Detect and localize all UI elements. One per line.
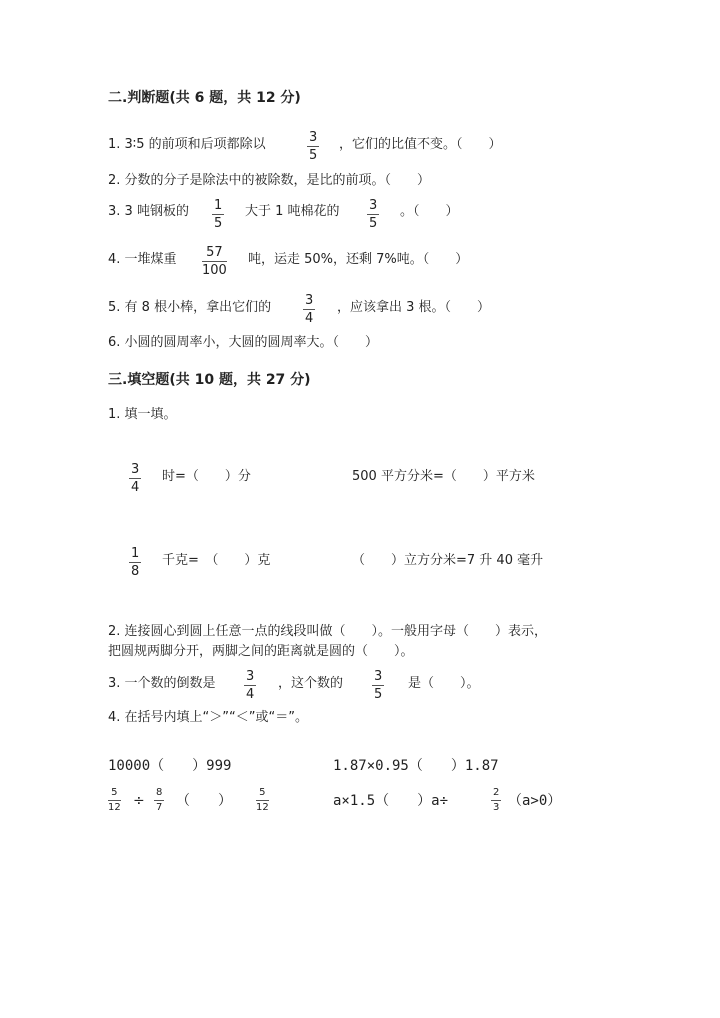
fraction xyxy=(212,199,224,230)
question-text: 1. 3∶5 的前项和后项都除以 xyxy=(108,137,266,152)
fraction xyxy=(129,547,141,578)
numerator: 3 xyxy=(246,669,255,684)
question-3-1-b: 500 平方分米=（ ）平方米 xyxy=(352,469,535,484)
fraction xyxy=(307,131,319,162)
fraction xyxy=(372,670,384,701)
denominator: 5 xyxy=(374,687,383,702)
denominator: 5 xyxy=(214,216,223,231)
denominator: 3 xyxy=(493,802,500,813)
question-text: 5. 有 8 根小棒，拿出它们的 xyxy=(108,300,272,315)
section-title-fill-blank: 三.填空题(共 10 题，共 27 分) xyxy=(108,372,311,388)
fraction xyxy=(491,788,501,813)
denominator: 4 xyxy=(305,311,314,326)
fraction xyxy=(256,788,269,813)
question-text: ，应该拿出 3 根。（ ） xyxy=(337,300,491,315)
question-text: 。（ ） xyxy=(400,204,459,219)
compare-2: 1.87×0.95（ ）1.87 xyxy=(333,758,499,774)
question-text-line1: 2. 连接圆心到圆上任意一点的线段叫做（ ）。一般用字母（ ）表示， xyxy=(108,624,548,639)
denominator: 5 xyxy=(309,148,318,163)
denominator: 12 xyxy=(108,802,121,813)
numerator: 8 xyxy=(156,787,163,798)
question-2-2: 2. 分数的分子是除法中的被除数，是比的前项。（ ） xyxy=(108,173,431,188)
fraction xyxy=(303,294,315,325)
denominator: 100 xyxy=(202,263,227,278)
question-text: 大于 1 吨棉花的 xyxy=(245,204,340,219)
numerator: 5 xyxy=(111,787,118,798)
numerator: 3 xyxy=(131,462,140,477)
numerator: 5 xyxy=(259,787,266,798)
fraction xyxy=(202,246,227,277)
numerator: 1 xyxy=(131,546,140,561)
question-text: 千克= （ ）克 xyxy=(162,553,271,568)
question-text-line2: 把圆规两脚分开，两脚之间的距离就是圆的（ ）。 xyxy=(108,644,414,659)
numerator: 2 xyxy=(493,787,500,798)
fraction xyxy=(244,670,256,701)
denominator: 4 xyxy=(131,480,140,495)
numerator: 3 xyxy=(369,198,378,213)
denominator: 7 xyxy=(156,802,163,813)
numerator: 1 xyxy=(214,198,223,213)
fraction xyxy=(154,788,164,813)
question-3-1-d: （ ）立方分米=7 升 40 毫升 xyxy=(352,553,544,568)
compare-1: 10000（ ）999 xyxy=(108,758,232,774)
section-title-judgement: 二.判断题(共 6 题，共 12 分) xyxy=(108,90,301,106)
question-text: 3. 3 吨钢板的 xyxy=(108,204,189,219)
question-text: a×1.5（ ）a÷ xyxy=(333,793,449,809)
numerator: 3 xyxy=(374,669,383,684)
question-2-6: 6. 小圆的圆周率小，大圆的圆周率大。（ ） xyxy=(108,335,379,350)
numerator: 3 xyxy=(309,130,318,145)
question-text: ，它们的比值不变。（ ） xyxy=(339,137,502,152)
question-text: ，这个数的 xyxy=(278,676,344,691)
denominator: 5 xyxy=(369,216,378,231)
question-3-1-title: 1. 填一填。 xyxy=(108,407,177,422)
question-text: 4. 一堆煤重 xyxy=(108,252,177,267)
condition-text: （a>0） xyxy=(508,793,562,809)
denominator: 12 xyxy=(256,802,269,813)
denominator: 4 xyxy=(246,687,255,702)
fraction xyxy=(108,788,121,813)
blank-parentheses: （ ） xyxy=(176,793,232,809)
question-text: 吨，运走 50%，还剩 7%吨。（ ） xyxy=(248,252,469,267)
divide-operator: ÷ xyxy=(133,793,145,809)
fraction xyxy=(129,463,141,494)
question-text: 3. 一个数的倒数是 xyxy=(108,676,216,691)
fraction xyxy=(367,199,379,230)
question-text: 是（ ）。 xyxy=(408,676,480,691)
question-text: 时=（ ）分 xyxy=(162,469,251,484)
numerator: 3 xyxy=(305,293,314,308)
question-3-4-title: 4. 在括号内填上“＞”“＜”或“＝”。 xyxy=(108,710,308,725)
numerator: 57 xyxy=(206,245,223,260)
denominator: 8 xyxy=(131,564,140,579)
